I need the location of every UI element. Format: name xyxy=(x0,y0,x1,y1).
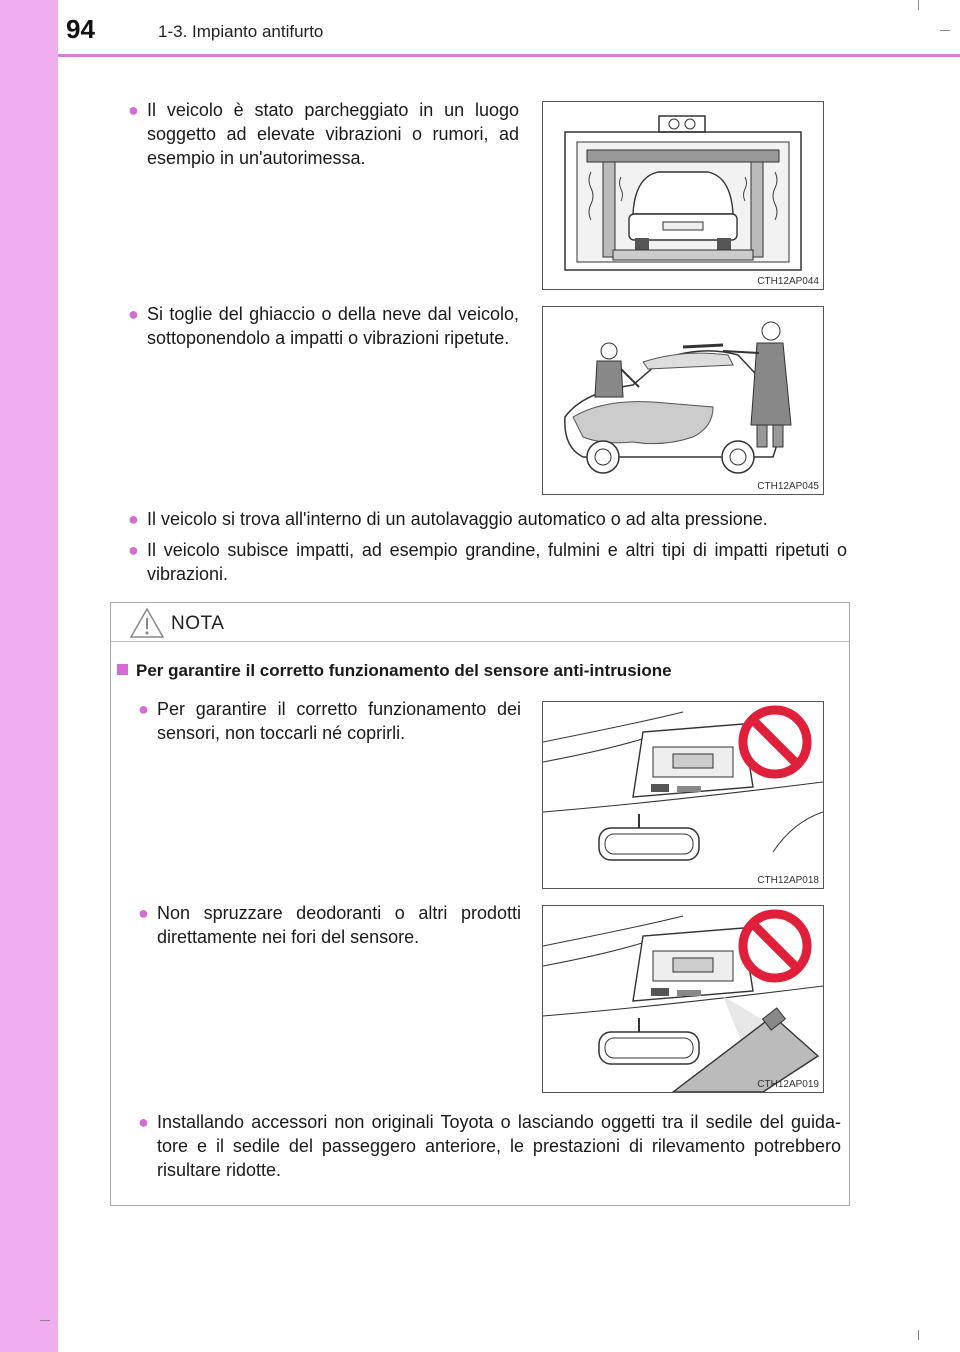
bullet-circle-icon: ● xyxy=(128,540,139,560)
figure-code: CTH12AP018 xyxy=(757,875,819,886)
note-header-rule xyxy=(111,641,849,642)
bullet-text: Si toglie del ghiaccio o della neve dal veicolo, sottoponendolo a impatti o vibrazioni ripetute. xyxy=(147,304,519,348)
figure-snow-removal xyxy=(542,306,824,495)
bullet-text: Per garantire il corretto funzionamento dei sensori, non toccarli né coprirli. xyxy=(157,699,521,743)
figure-garage xyxy=(542,101,824,290)
bullet-text: Il veicolo si trova all'interno di un autolavaggio automatico o ad alta pressione. xyxy=(147,509,768,529)
snow-illustration xyxy=(543,307,823,494)
page-number: 94 xyxy=(66,14,95,44)
bullet-circle-icon: ● xyxy=(138,903,149,923)
note-box xyxy=(110,602,850,1206)
bullet-impacts xyxy=(128,538,847,586)
bullet-circle-icon: ● xyxy=(128,509,139,529)
bullet-garage xyxy=(128,98,519,170)
section-title: 1-3. Impianto antifurto xyxy=(158,22,324,41)
figure-code: CTH12AP044 xyxy=(757,276,819,287)
bullet-circle-icon: ● xyxy=(128,304,139,324)
note-item-accessories xyxy=(138,1110,841,1182)
sensor-touch-illustration xyxy=(543,702,823,888)
bullet-text: Il veicolo è stato parcheggiato in un luogo soggetto ad elevate vibrazioni o rumori, ad esempio in un'autorimessa. xyxy=(147,100,519,168)
crop-mark xyxy=(940,30,950,41)
note-subheading xyxy=(117,661,672,681)
header-rule xyxy=(58,54,960,57)
bullet-text: Il veicolo subisce impatti, ad esempio grandine, fulmini e altri tipi di impatti ripetuti o vibrazioni. xyxy=(147,540,847,584)
note-title: NOTA xyxy=(171,613,225,634)
bullet-snow xyxy=(128,302,519,350)
figure-code: CTH12AP019 xyxy=(757,1079,819,1090)
figure-sensor-touch xyxy=(542,701,824,889)
crop-mark xyxy=(40,1320,50,1331)
figure-code: CTH12AP045 xyxy=(757,481,819,492)
note-subheading-text: Per garantire il corretto funzionamento del sensore anti-intrusione xyxy=(136,661,672,680)
sensor-spray-illustration xyxy=(543,906,823,1092)
figure-sensor-spray xyxy=(542,905,824,1093)
square-bullet-icon xyxy=(117,664,128,675)
warning-triangle-icon xyxy=(129,607,165,639)
bullet-circle-icon: ● xyxy=(138,1112,149,1132)
left-margin-band xyxy=(0,0,58,1352)
crop-mark xyxy=(918,0,929,10)
crop-mark xyxy=(918,1330,929,1340)
bullet-text: Installando accessori non originali Toyota o lasciando oggetti tra il sedile del guida-tore e il sedile del passeggero anteriore, le prestazioni di rilevamento potrebbero risultare ridotte. xyxy=(157,1112,841,1180)
garage-illustration xyxy=(543,102,823,289)
bullet-car-wash xyxy=(128,507,847,531)
bullet-text: Non spruzzare deodoranti o altri prodotti direttamente nei fori del sensore. xyxy=(157,903,521,947)
note-item-spray xyxy=(138,901,521,949)
note-item-touch xyxy=(138,697,521,745)
bullet-circle-icon: ● xyxy=(128,100,139,120)
bullet-circle-icon: ● xyxy=(138,699,149,719)
